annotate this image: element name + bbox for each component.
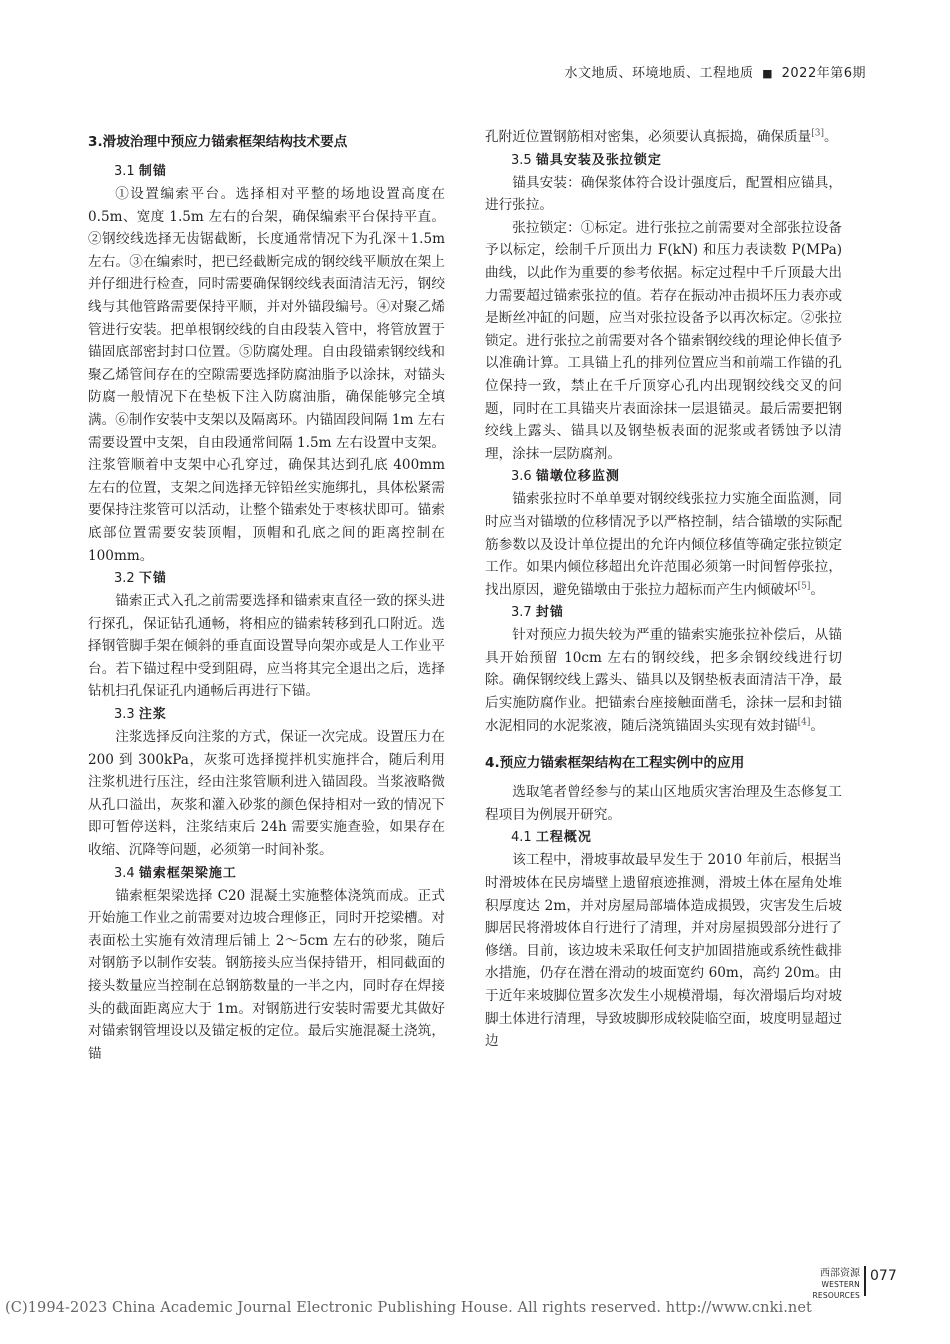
- subsection-title: 封锚: [535, 605, 564, 621]
- subsection-3-1-heading: [88, 160, 445, 183]
- paragraph-end: 。: [810, 717, 824, 734]
- paragraph-3-5-tension: 张拉锁定：①标定。进行张拉之前需要对全部张拉设备予以标定，绘制千斤顶出力 F(kN) 和压力表读数 P(MPa) 曲线，以此作为重要的参考依据。标定过程中千斤顶最大出力需要超过锚索张拉的值。若存在振动冲击损坏压力表亦或是断丝冲缸的问题，应当对张拉设备予以再次标定。②张拉锁定。进行张拉之前需要对各个锚索钢绞线的理论伸长值予以准确计算。工具锚上孔的排列位置应当和前端工作锚的孔位保持一致，禁止在千斤顶穿心孔内出现钢绞线交叉的问题，同时在工具锚夹片表面涂抹一层退锚灵。最后需要把钢绞线上露头、锚具以及钢垫板表面的泥浆或者锈蚀予以清理，涂抹一层防腐剂。: [485, 219, 842, 462]
- section-3-title: 3.滑坡治理中预应力锚索框架结构技术要点: [88, 134, 348, 150]
- subsection-num: 4.1: [511, 830, 532, 846]
- paragraph-3-1: ①设置编索平台。选择相对平整的场地设置高度在 0.5m、宽度 1.5m 左右的台架，确保编索平台保持平直。②钢绞线选择无齿锯截断，长度通常情况下为孔深＋1.5m 左右。③在编索时，把已经截断完成的钢绞线平顺放在架上并仔细进行检查，同时需要确保钢绞线表面清洁无污，钢绞线与其他管路需要保持平顺，并对外锚段编号。④对聚乙烯管进行安装。把单根钢绞线的自由段装入管中，将管放置于锚固底部密封封口位置。⑤防腐处理。自由段锚索钢绞线和聚乙烯管间存在的空隙需要选择防腐油脂予以涂抹，对锚头防腐一般情况下在垫板下注入防腐油脂，确保能够完全填满。⑥制作安装中支架以及隔离环。内锚固段间隔 1m 左右需要设置中支架，自由段通常间隔 1.5m 左右设置中支架。注浆管顺着中支架中心孔穿过，确保其达到孔底 400mm 左右的位置，支架之间选择无锌铅丝实施绑扎，具体松紧需要保持注浆管可以活动，让整个锚索处于枣核状即可。锚索底部位置需要安装顶帽，顶帽和孔底之间的距离控制在 100mm。: [88, 186, 445, 564]
- right-column: [485, 126, 842, 1053]
- subsection-title: 制锚: [138, 164, 167, 179]
- journal-section: 水文地质、环境地质、工程地质: [564, 66, 754, 81]
- subsection-num: 3.5: [511, 152, 532, 168]
- brand-en: WESTERN RESOURCES: [812, 1280, 860, 1300]
- subsection-3-3-heading: [88, 703, 445, 726]
- running-header: [564, 62, 866, 81]
- paragraph-4-1: 该工程中，滑坡事故最早发生于 2010 年前后，根据当时滑坡体在民房墙壁上遗留痕迹推测，滑坡土体在屋角处堆积厚度达 2m，并对房屋局部墙体造成损毁，灾害发生后坡脚居民将滑坡体自行进行了清理，并对房屋损毁部分进行了修缮。目前，该边坡未采取任何支护加固措施或系统性截排水措施，仍存在潜在滑动的坡面宽约 60m，高约 20m。由于近年来坡脚位置多次发生小规模滑塌，每次滑塌后均对坡脚土体进行清理，导致坡脚形成较陡临空面，坡度明显超过边: [485, 852, 842, 1050]
- subsection-title: 锚具安装及张拉锁定: [535, 152, 662, 168]
- subsection-num: 3.6: [511, 469, 532, 485]
- left-column: [88, 126, 445, 1065]
- citation: [5]: [797, 581, 811, 592]
- paragraph-text: 锚索张拉时不单单要对钢绞线张拉力实施全面监测，同时应当对锚墩的位移情况予以严格控制，结合锚墩的实际配筋参数以及设计单位提出的允许内倾位移值等确定张拉锁定工作。如果内倾位移超出允许范围必须第一时间暂停张拉，找出原因，避免锚墩由于张拉力超标而产生内倾破坏: [485, 491, 842, 598]
- citation: [4]: [797, 717, 811, 728]
- paragraph-4-intro: 选取笔者曾经参与的某山区地质灾害治理及生态修复工程项目为例展开研究。: [485, 784, 842, 823]
- paragraph-text: 针对预应力损失较为严重的锚索实施张拉补偿后，从锚具开始预留 10cm 左右的钢绞线，把多余钢绞线进行切除。确保钢绞线上露头、锚具以及钢垫板表面清洁干净，最后实施防腐作业。把锚索台座接触面凿毛，涂抹一层和封锚水泥相同的水泥浆液，随后浇筑锚固头实现有效封锚: [485, 627, 842, 734]
- paragraph-3-5-anchor: 锚具安装：确保浆体符合设计强度后，配置相应锚具，进行张拉。: [485, 174, 842, 214]
- citation: [3]: [811, 128, 824, 139]
- subsection-3-5-heading: [485, 149, 842, 172]
- subsection-num: 3.1: [114, 164, 135, 179]
- subsection-num: 3.3: [114, 707, 135, 723]
- paragraph-end: 。: [824, 129, 838, 145]
- subsection-title: 工程概况: [535, 830, 592, 846]
- paragraph-3-2: 锚索正式入孔之前需要选择和锚索束直径一致的探头进行探孔，保证钻孔通畅，将相应的锚索转移到孔口附近。选择钢管脚手架在倾斜的垂直面设置导向架亦或是人工作业平台。若下锚过程中受到阻碍，应当将其完全退出之后，选择钻机扫孔保证孔内通畅后再进行下锚。: [88, 593, 445, 700]
- footer-divider: [864, 1266, 866, 1296]
- brand-cn: 西部资源: [820, 1268, 860, 1279]
- footer-brand: [776, 1268, 860, 1301]
- page-number: 077: [870, 1268, 897, 1284]
- subsection-num: 3.4: [114, 865, 135, 881]
- header-separator: ■: [762, 67, 773, 80]
- paragraph-text: 孔附近位置钢筋相对密集，必须要认真振捣，确保质量: [485, 129, 812, 145]
- subsection-title: 锚墩位移监测: [535, 469, 620, 485]
- subsection-num: 3.7: [511, 605, 532, 621]
- paragraph-3-6: [485, 488, 842, 601]
- subsection-3-2-heading: [88, 567, 445, 590]
- subsection-3-4-heading: [88, 862, 445, 885]
- subsection-3-6-heading: [485, 465, 842, 488]
- paragraph-3-4-continued: [485, 126, 842, 149]
- subsection-num: 3.2: [114, 571, 135, 587]
- issue-label: 2022年第6期: [781, 66, 866, 81]
- paragraph-end: 。: [810, 581, 824, 598]
- paragraph-3-7: [485, 624, 842, 737]
- subsection-title: 锚索框架梁施工: [138, 865, 237, 881]
- subsection-title: 注浆: [138, 707, 167, 723]
- subsection-3-7-heading: [485, 601, 842, 624]
- subsection-4-1-heading: [485, 826, 842, 849]
- copyright-line: (C)1994-2023 China Academic Journal Electronic Publishing House. All rights reserved. http://www.cnki.net: [5, 1300, 812, 1316]
- paragraph-3-3: 注浆选择反向注浆的方式，保证一次完成。设置压力在 200 到 300kPa，灰浆可选择搅拌机实施拌合，随后利用注浆机进行压注，经由注浆管顺利进入锚固段。当浆液略微从孔口溢出，灰浆和灌入砂浆的颜色保持相对一致的情况下即可暂停送料，注浆结束后 24h 需要实施查验，如果存在收缩、沉降等问题，必须第一时间补浆。: [88, 729, 445, 859]
- subsection-title: 下锚: [138, 571, 167, 587]
- paragraph-3-4: 锚索框架梁选择 C20 混凝土实施整体浇筑而成。正式开始施工作业之前需要对边坡合理修正，同时开挖梁槽。对表面松土实施有效清理后铺上 2～5cm 左右的砂浆，随后对钢筋予以制作安装。钢筋接头应当保持错开，相同截面的接头数量应当控制在总钢筋数量的一半之内，同时存在焊接头的截面距离应大于 1m。对钢筋进行安装时需要尤其做好对锚索钢管埋设以及锚定板的定位。最后实施混凝土浇筑，锚: [88, 887, 445, 1062]
- section-4-title: 4.预应力锚索框架结构在工程实例中的应用: [485, 755, 745, 772]
